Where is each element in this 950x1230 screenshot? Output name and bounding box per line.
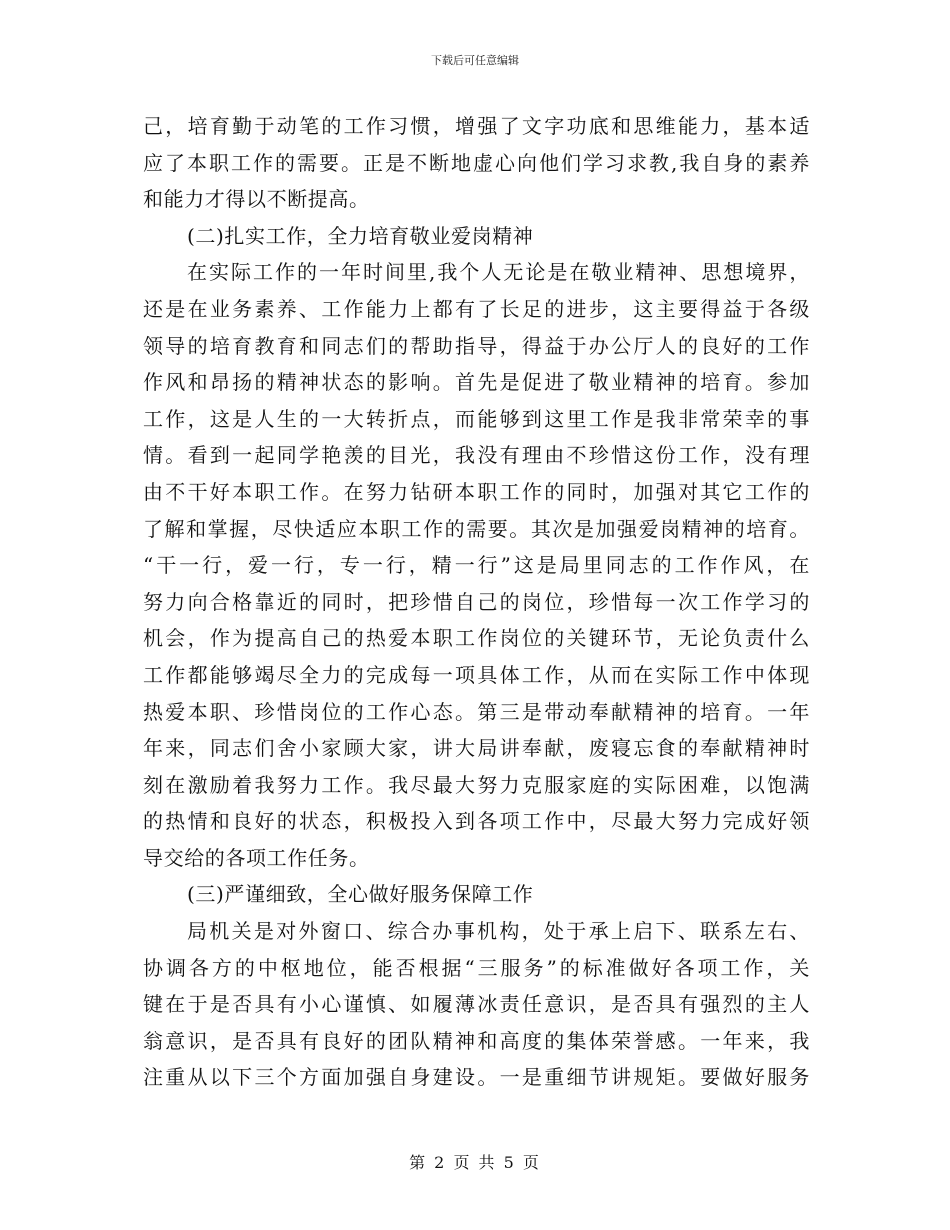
text-line: 机会，作为提高自己的热爱本职工作岗位的关键环节，无论负责什么 [143, 626, 810, 651]
text-line: 年来，同志们舍小家顾大家，讲大局讲奉献，废寝忘食的奉献精神时 [143, 736, 810, 761]
text-line: 导交给的各项工作任务。 [143, 845, 370, 870]
page-header: 下载后可任意编辑 [431, 54, 519, 67]
text-line: 情。看到一起同学艳羡的目光，我没有理由不珍惜这份工作，没有理 [143, 443, 810, 468]
text-line: 协调各方的中枢地位，能否根据“三服务”的标准做好各项工作，关 [143, 955, 810, 980]
text-line: 的热情和良好的状态，积极投入到各项工作中，尽最大努力完成好领 [143, 809, 810, 834]
text-line: 由不干好本职工作。在努力钻研本职工作的同时，加强对其它工作的 [143, 479, 810, 504]
section-heading: (三)严谨细致，全心做好服务保障工作 [187, 882, 534, 907]
text-line: 工作，这是人生的一大转折点，而能够到这里工作是我非常荣幸的事 [143, 406, 810, 431]
text-line: 刻在激励着我努力工作。我尽最大努力克服家庭的实际困难，以饱满 [143, 772, 810, 797]
text-line: 热爱本职、珍惜岗位的工作心态。第三是带动奉献精神的培育。一年 [143, 699, 810, 724]
text-line: “干一行，爱一行，专一行，精一行”这是局里同志的工作作风，在 [143, 553, 810, 578]
text-line: 在实际工作的一年时间里,我个人无论是在敬业精神、思想境界， [187, 260, 810, 285]
text-line: 局机关是对外窗口、综合办事机构，处于承上启下、联系左右、 [187, 919, 810, 944]
page-number: 第 2 页 共 5 页 [409, 1153, 541, 1172]
text-line: 领导的培育教育和同志们的帮助指导，得益于办公厅人的良好的工作 [143, 333, 810, 358]
text-line: 作风和昂扬的精神状态的影响。首先是促进了敬业精神的培育。参加 [143, 370, 810, 395]
section-heading: (二)扎实工作，全力培育敬业爱岗精神 [187, 223, 534, 248]
text-line: 翁意识，是否具有良好的团队精神和高度的集体荣誉感。一年来，我 [143, 1028, 810, 1053]
text-line: 应了本职工作的需要。正是不断地虚心向他们学习求教,我自身的素养 [143, 150, 810, 175]
text-line: 己，培育勤于动笔的工作习惯，增强了文字功底和思维能力，基本适 [143, 114, 810, 138]
body-text [143, 108, 810, 1096]
text-line: 注重从以下三个方面加强自身建设。一是重细节讲规矩。要做好服务 [143, 1065, 810, 1090]
text-line: 了解和掌握，尽快适应本职工作的需要。其次是加强爱岗精神的培育。 [143, 516, 810, 541]
text-line: 和能力才得以不断提高。 [143, 187, 370, 212]
text-line: 工作都能够竭尽全力的完成每一项具体工作，从而在实际工作中体现 [143, 662, 810, 687]
text-line: 努力向合格靠近的同时，把珍惜自己的岗位，珍惜每一次工作学习的 [143, 589, 810, 614]
text-line: 还是在业务素养、工作能力上都有了长足的进步，这主要得益于各级 [143, 296, 810, 321]
text-line: 键在于是否具有小心谨慎、如履薄冰责任意识，是否具有强烈的主人 [143, 992, 810, 1017]
